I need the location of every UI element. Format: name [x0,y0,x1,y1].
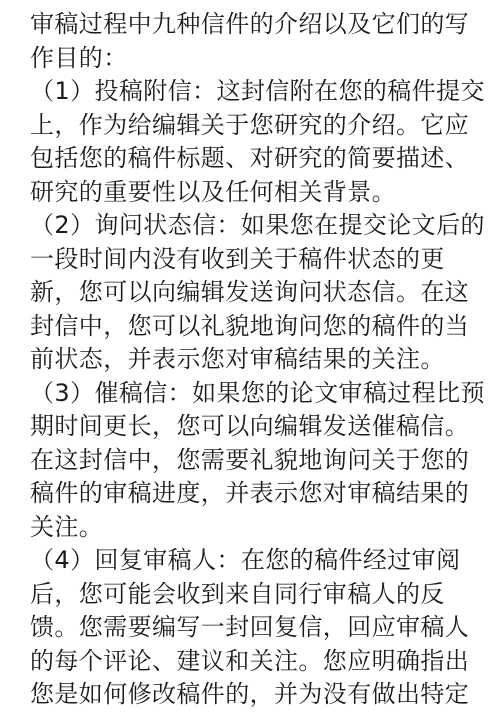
item2-line: 前状态，并表示您对审稿结果的关注。 [30,345,445,373]
item2-line: （2）询问状态信：如果您在提交论文后的 [30,211,485,239]
intro-line: 作目的： [30,43,128,72]
item4-line: 的每个评论、建议和关注。您应明确指出 [30,646,470,675]
document-body [30,8,485,708]
item1-line: 上，作为给编辑关于您研究的介绍。它应 [30,110,470,139]
item2-line: 新，您可以向编辑发送询问状态信。在这 [30,278,470,306]
item4-line: （4）回复审稿人：在您的稿件经过审阅 [30,546,461,574]
item1-line: 研究的重要性以及任何相关背景。 [30,177,396,206]
item2-line: 一段时间内没有收到关于稿件状态的更 [30,244,445,273]
item3-line: 在这封信中，您需要礼貌地询问关于您的 [30,445,470,474]
item4-line: 后，您可能会收到来自同行审稿人的反 [30,579,445,608]
item3-line: （3）催稿信：如果您的论文审稿过程比预 [30,378,485,407]
item1-line: （1）投稿附信：这封信附在您的稿件提交 [30,77,485,105]
item4-line: 您是如何修改稿件的，并为没有做出特定 [30,680,470,708]
item3-line: 关注。 [30,512,104,541]
item2-line: 封信中，您可以礼貌地询问您的稿件的当 [30,311,470,340]
item1-line: 包括您的稿件标题、对研究的简要描述、 [30,144,470,172]
item3-line: 稿件的审稿进度，并表示您对审稿结果的 [30,479,470,507]
intro-line: 审稿过程中九种信件的介绍以及它们的写 [30,10,470,38]
item4-line: 馈。您需要编写一封回复信，回应审稿人 [30,613,470,641]
item3-line: 期时间更长，您可以向编辑发送催稿信。 [30,412,470,440]
